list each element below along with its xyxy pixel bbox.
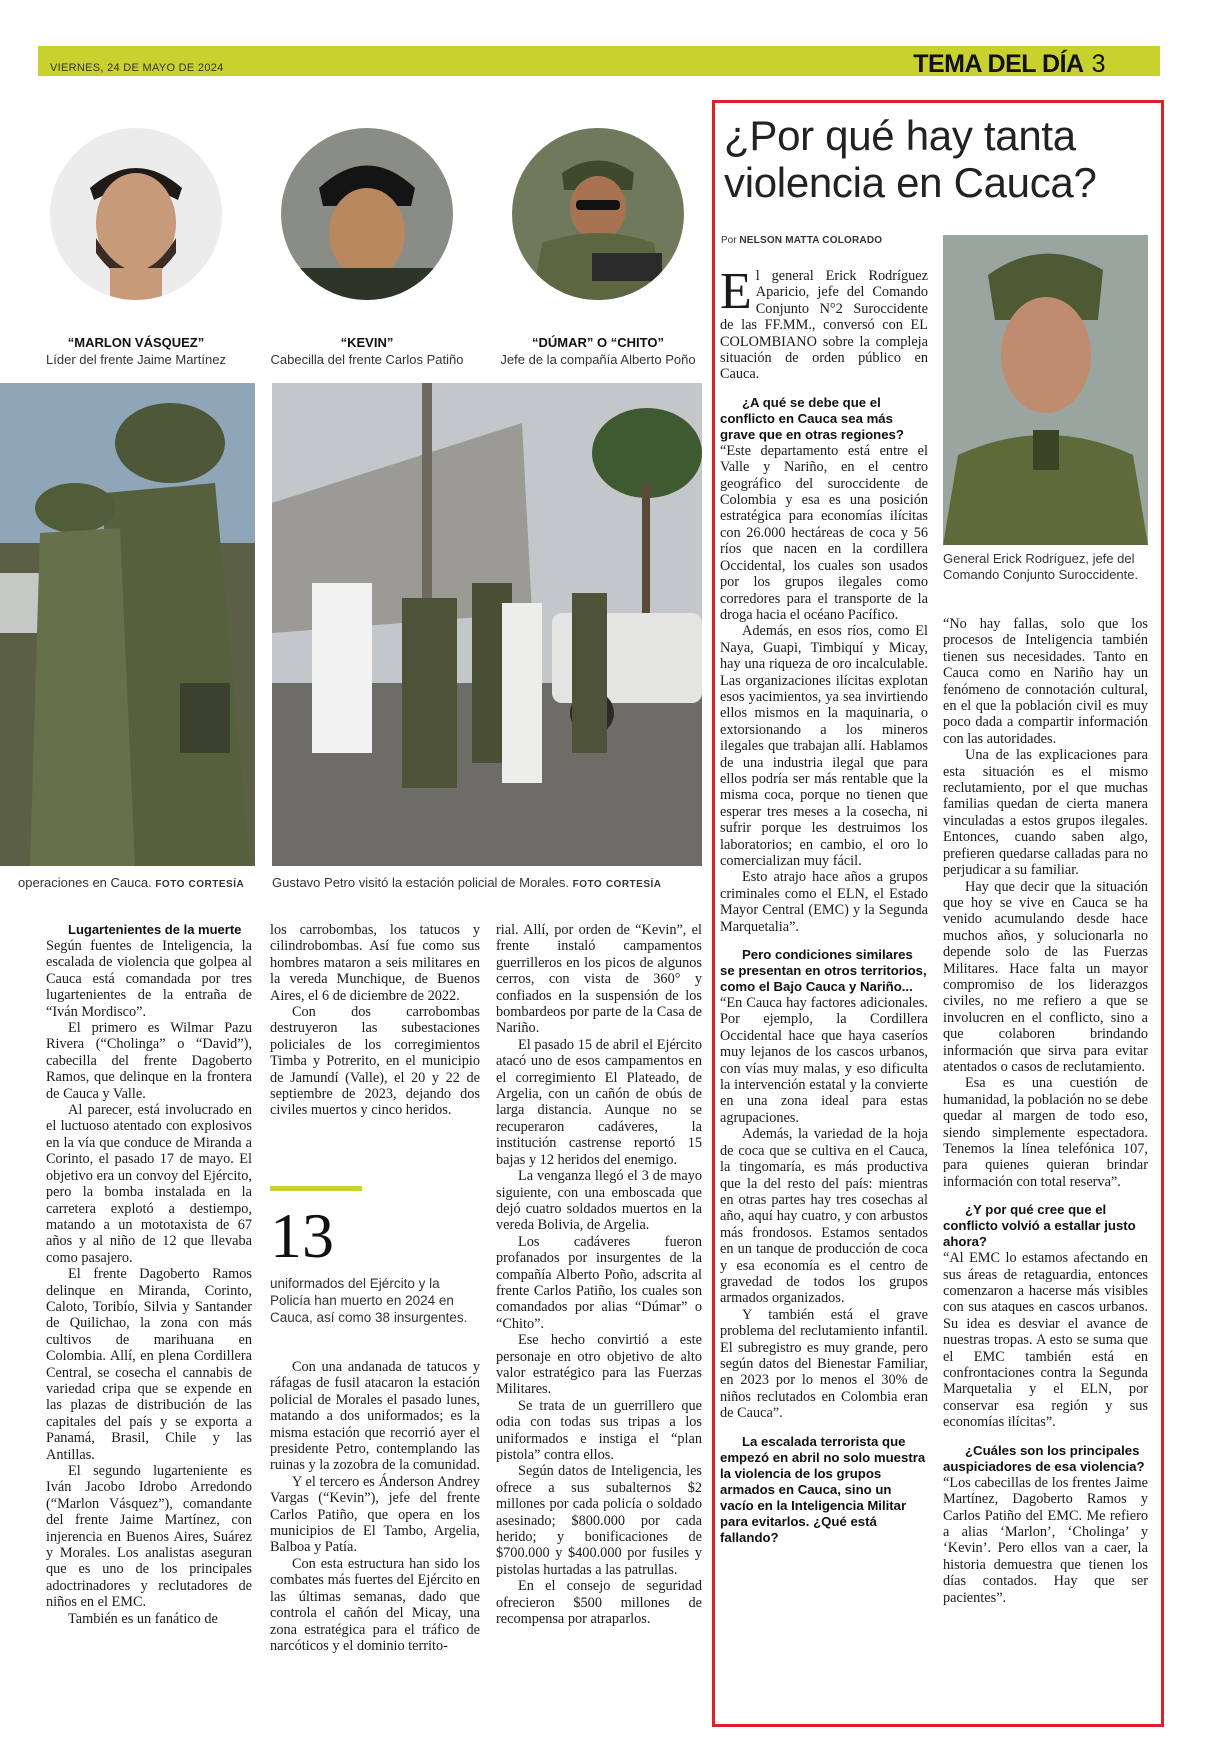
portrait-role: Líder del frente Jaime Martínez — [46, 352, 226, 367]
article-paragraph: Según fuentes de Inteligencia, la escalada de violencia que golpea al Cauca está comandada por tres lugartenientes de la entraña de “Iván Mordisco”. — [46, 938, 252, 1020]
article-paragraph: El pasado 15 de abril el Ejército atacó uno de esos campamentos en el corregimiento El Plateado, de Argelia, con un cañón de obús de larga distancia. Aunque no se recuperaron cadáveres, la institución castrense reportó 15 bajas y 12 heridos del enemigo. — [496, 1036, 702, 1168]
article-column-2-top — [270, 922, 480, 1119]
article-paragraph: Al parecer, está involucrado en el luctuoso atentado con explosivos en la vía que conduce de Miranda a Corinto, el pasado 17 de mayo. El objetivo era un convoy del Ejército, pero la bomba instalada en la carretera explotó a destiempo, matando a un mototaxista de 67 años y al niño de 12 que llevaba como pasajero. — [46, 1102, 252, 1266]
stat-caption: uniformados del Ejército y la Policía han muerto en 2024 en Cauca, así como 38 insurgentes. — [270, 1276, 468, 1325]
article-paragraph: rial. Allí, por orden de “Kevin”, el frente instaló campamentos guerrilleros en los picos de algunos cerros, con vista de 360° y confiados en la suspensión de los bombardeos por parte de la Casa de Nariño. — [496, 922, 702, 1037]
portrait-name: “KEVIN” — [340, 335, 394, 350]
article-paragraph: Y el tercero es Ánderson Andrey Vargas (“Kevin”), jefe del frente Carlos Patiño, que opera en los municipios de El Tambo, Argelia, Balboa y Patía. — [270, 1473, 480, 1556]
interview-column-2 — [943, 616, 1148, 1606]
portrait-caption-1 — [26, 335, 246, 367]
portrait-caption-3 — [488, 335, 708, 367]
article-paragraph: Se trata de un guerrillero que odia con todas sus tripas a los uniformados e instiga el “plan pistola” contra ellos. — [496, 1397, 702, 1463]
section-title — [913, 50, 1105, 79]
interview-intro — [720, 263, 928, 383]
article-paragraph: Con una andanada de tatucos y ráfagas de fusil atacaron la estación policial de Morales el pasado lunes, matando a dos uniformados; es la misma estación que recorrió ayer el presidente Petro, contemplando las ruinas y la zozobra de la comunidad. — [270, 1359, 481, 1474]
answer-paragraph: Hay que decir que la situación que hoy se vive en Cauca se ha venido acumulando desde hace muchos años, y solucionarla no depende solo de las Fuerzas Militares. Hace falta un mayor compromiso de los liderazgos civiles, no me refiero a que se involucren en el conflicto, sino a que colaboren brindando información que sirva para evitar atentados o casos de reclutamiento. — [943, 878, 1148, 1075]
article-paragraph: Con dos carrobombas destruyeron las subestaciones policiales de los corregimientos Timba y Potrerito, en el municipio de Jamundí (Valle), el 20 y 22 de septiembre de 2023, dejando dos civiles muertos y cinco heridos. — [270, 1004, 480, 1119]
question: ¿Cuáles son los principales auspiciadores de esa violencia? — [943, 1442, 1145, 1474]
article-paragraph: Ese hecho convirtió a este personaje en otro objetivo de alto valor estratégico para las Fuerzas Militares. — [496, 1332, 702, 1398]
article-paragraph: También es un fanático de — [68, 1610, 218, 1627]
photo-petro-visit — [272, 383, 702, 866]
answer-paragraph: Y también está el grave problema del reclutamiento infantil. El subregistro es muy grande, pero según datos del Bienestar Familiar, en 2023 por lo menos el 30% de niños reclutados en Colombia eran de Cauca”. — [720, 1306, 928, 1422]
article-column-1 — [46, 922, 252, 1627]
stat-number: 13 — [270, 1200, 334, 1271]
photo-caption-left — [18, 875, 244, 890]
portrait-marlon — [50, 128, 222, 300]
caption-text: Gustavo Petro visitó la estación policial de Morales. — [272, 875, 569, 890]
portrait-role: Jefe de la compañía Alberto Poño — [500, 352, 696, 367]
portrait-caption-2 — [257, 335, 477, 367]
issue-date: VIERNES, 24 DE MAYO DE 2024 — [50, 62, 224, 74]
photo-soldiers — [0, 383, 255, 866]
answer-paragraph: “Este departamento está entre el Valle y Nariño, en el centro geográfico del suroccidente de Colombia y esa es una posición estratégica para economías ilícitas con 26.000 hectáreas de coca y 56 ríos que nacen en la cordillera Occidental, los cuales son usados por los grupos ilegales como corredores para el transporte de la droga hacia el océano Pacífico. — [720, 442, 928, 623]
answer-paragraph: “No hay fallas, solo que los procesos de Inteligencia también tienen sus necesidades. Tanto en Cauca como en Nariño hay un fenómeno de connotación cultural, en el que la población civil es muy poco dada a compartir información con las autoridades. — [943, 616, 1148, 747]
article-paragraph: En el consejo de seguridad ofrecieron $500 millones de recompensa por atraparlos. — [496, 1578, 702, 1628]
answer-paragraph: Esto atrajo hace años a grupos criminales como el ELN, el Estado Mayor Central (EMC) y la Segunda Marquetalia”. — [720, 869, 928, 935]
byline — [721, 235, 882, 246]
answer-paragraph: Esa es una cuestión de humanidad, la población no se debe quedar al margen de todo eso, siendo simplemente espectadora. Tenemos la línea telefónica 107, para quienes quieran brindar información con total reserva”. — [943, 1075, 1148, 1190]
portrait-name: “MARLON VÁSQUEZ” — [67, 335, 205, 350]
photo-credit: CORTESÍA — [188, 879, 245, 890]
article-paragraph: El frente Dagoberto Ramos delinque en Miranda, Corinto, Caloto, Toribío, Silvia y Santander de Quilichao, la zona con más cultivos de marihuana en Colombia. Allí, en plena Cordillera Central, se cosecha el cannabis de variedad cripa que se expende en las plazas de distribución de las capitales del país y se exporta a Panamá, Brasil, Chile y las Antillas. — [46, 1266, 252, 1463]
byline-prefix: Por — [721, 235, 737, 246]
article-paragraph: los carrobombas, los tatucos y cilindrobombas. Así fue como sus hombres mataron a seis militares en la vereda Munchique, de Buenos Aires, el 6 de diciembre de 2022. — [270, 922, 480, 1004]
article-paragraph: Con esta estructura han sido los combates más fuertes del Ejército en las últimas semanas, dado que controla el cañón del Micay, una zona estratégica para el tráfico de narcóticos y el dominio territo- — [270, 1555, 480, 1654]
article-column-2-bottom — [270, 1359, 480, 1654]
question: La escalada terrorista que empezó en abril no solo muestra la violencia de los grupos armados en Cauca, sino un vacío en la Inteligencia Militar para evitarlos. ¿Qué está fallando? — [720, 1433, 926, 1545]
article-paragraph: El primero es Wilmar Pazu Rivera (“Cholinga” o “David”), cabecilla del frente Dagoberto Ramos, que delinque en la frontera de Cauca y Valle. — [46, 1020, 252, 1102]
portrait-dumar — [512, 128, 684, 300]
article-subhead: Lugartenientes de la muerte — [68, 922, 242, 937]
interview-headline: ¿Por qué hay tanta violencia en Cauca? — [724, 112, 1097, 206]
answer-paragraph: Una de las explicaciones para esta situación es el mismo reclutamiento, por el que muchas familias quedan de cierta manera vinculadas a estos grupos ilegales. Entonces, cuando saben algo, prefieren quedarse calladas para no perjudicar a su familiar. — [943, 747, 1148, 879]
photo-caption-mid — [272, 875, 662, 890]
section-label: TEMA DEL DÍA — [913, 50, 1084, 78]
answer-paragraph: “En Cauca hay factores adicionales. Por ejemplo, la Cordillera Occidental hace que haya caseríos muy lejanos de los cascos urbanos, con vías muy malas, y eso dificulta la intervención estatal y la convierte en una zona ideal para estas agrupaciones. — [720, 995, 928, 1126]
photo-general-caption: General Erick Rodríguez, jefe del Comando Conjunto Suroccidente. — [943, 551, 1139, 582]
article-paragraph: Según datos de Inteligencia, les ofrece a sus subalternos $2 millones por cada policía o soldado asesinado; $800.000 por cada herido; y bonificaciones de $700.000 y $400.000 por fusiles y pistolas hurtadas a las patrullas. — [496, 1463, 702, 1578]
photo-credit-prefix: FOTO — [572, 879, 603, 890]
portrait-role: Cabecilla del frente Carlos Patiño — [270, 352, 464, 367]
stat-accent-bar — [270, 1186, 362, 1191]
article-paragraph: El segundo lugarteniente es Iván Jacobo Idrobo Arredondo (“Marlon Vásquez”), comandante del frente Jaime Martínez, con injerencia en Buenos Aires, Suárez y Morales. Los analistas aseguran que es uno de los principales adoctrinadores y reclutadores de niños en el EMC. — [46, 1463, 252, 1611]
caption-text: operaciones en Cauca. — [18, 875, 152, 890]
article-paragraph: Los cadáveres fueron profanados por insurgentes de la compañía Alberto Poño, adscrita al frente Carlos Patiño, los cuales son comandados por alias “Dúmar” o “Chito”. — [496, 1233, 702, 1332]
answer-paragraph: “Los cabecillas de los frentes Jaime Martínez, Dagoberto Ramos y Carlos Patiño del EMC. Me refiero a alias ‘Marlon’, ‘Cholinga’ y ‘Kevin’. Pero ellos van a caer, la historia demuestra que tienen los días contados. Hay que ser pacientes”. — [943, 1474, 1148, 1606]
photo-general — [943, 235, 1148, 545]
portrait-name: “DÚMAR” O “CHITO” — [532, 335, 664, 350]
photo-credit-prefix: FOTO — [155, 879, 185, 890]
answer-paragraph: “Al EMC lo estamos afectando en sus áreas de retaguardia, entonces comenzaron a hacerse más visibles con sus ataques en cascos urbanos. Su idea es desviar el avance de nuestras tropas. A esto se suma que el EMC también está en confrontaciones contra la Segunda Marquetalia y el ELN, por conservar esa región y sus economías ilícitas”. — [943, 1250, 1148, 1431]
portrait-kevin — [281, 128, 453, 300]
photo-credit: CORTESÍA — [605, 879, 662, 890]
answer-paragraph: Además, la variedad de la hoja de coca que se cultiva en el Cauca, la tingomaría, es más productiva que la del resto del país: mientras en otras partes hay tres cosechas al año, aquí hay cuatro, y con arbustos más frondosos. Estamos sentados en un tanque de producción de coca y esa economía es el centro de gravedad de todos los grupos armados organizados. — [720, 1126, 928, 1307]
answer-paragraph: Además, en esos ríos, como El Naya, Guapi, Timbiquí y Micay, hay una riqueza de oro incalculable. Las organizaciones ilícitas explotan esos yacimientos, ya sea invirtiendo ellos mismos en la maquinaria, o extorsionando a los mineros ilegales que trabajan allí. Hablamos de una industria ilegal que para ellos podría ser más rentable que la misma coca, porque no tienen que esperar tres meses a la cosecha, ni sufrir porque les destruimos los laboratorios; en cambio, el oro lo comercializan muy fácil. — [720, 623, 928, 869]
drop-cap: E — [720, 263, 752, 320]
interview-column-1 — [720, 263, 928, 1546]
page-number: 3 — [1091, 50, 1105, 78]
article-paragraph: La venganza llegó el 3 de mayo siguiente, con una emboscada que dejó cuatro soldados muertos en la vereda Bolivia, de Argelia. — [496, 1168, 702, 1234]
question: ¿A qué se debe que el conflicto en Cauca sea más grave que en otras regiones? — [720, 394, 904, 442]
byline-author: NELSON MATTA COLORADO — [739, 235, 883, 246]
question: ¿Y por qué cree que el conflicto volvió a estallar justo ahora? — [943, 1202, 1136, 1250]
question: Pero condiciones similares se presentan en otros territorios, como el Bajo Cauca y Nariño... — [720, 947, 927, 995]
article-column-3 — [496, 922, 702, 1627]
intro-text: l general Erick Rodríguez Aparicio, jefe del Comando Conjunto N°2 Suroccidente de las FF.MM., conversó con EL COLOMBIANO sobre la compleja situación de orden público en Cauca. — [720, 268, 928, 383]
